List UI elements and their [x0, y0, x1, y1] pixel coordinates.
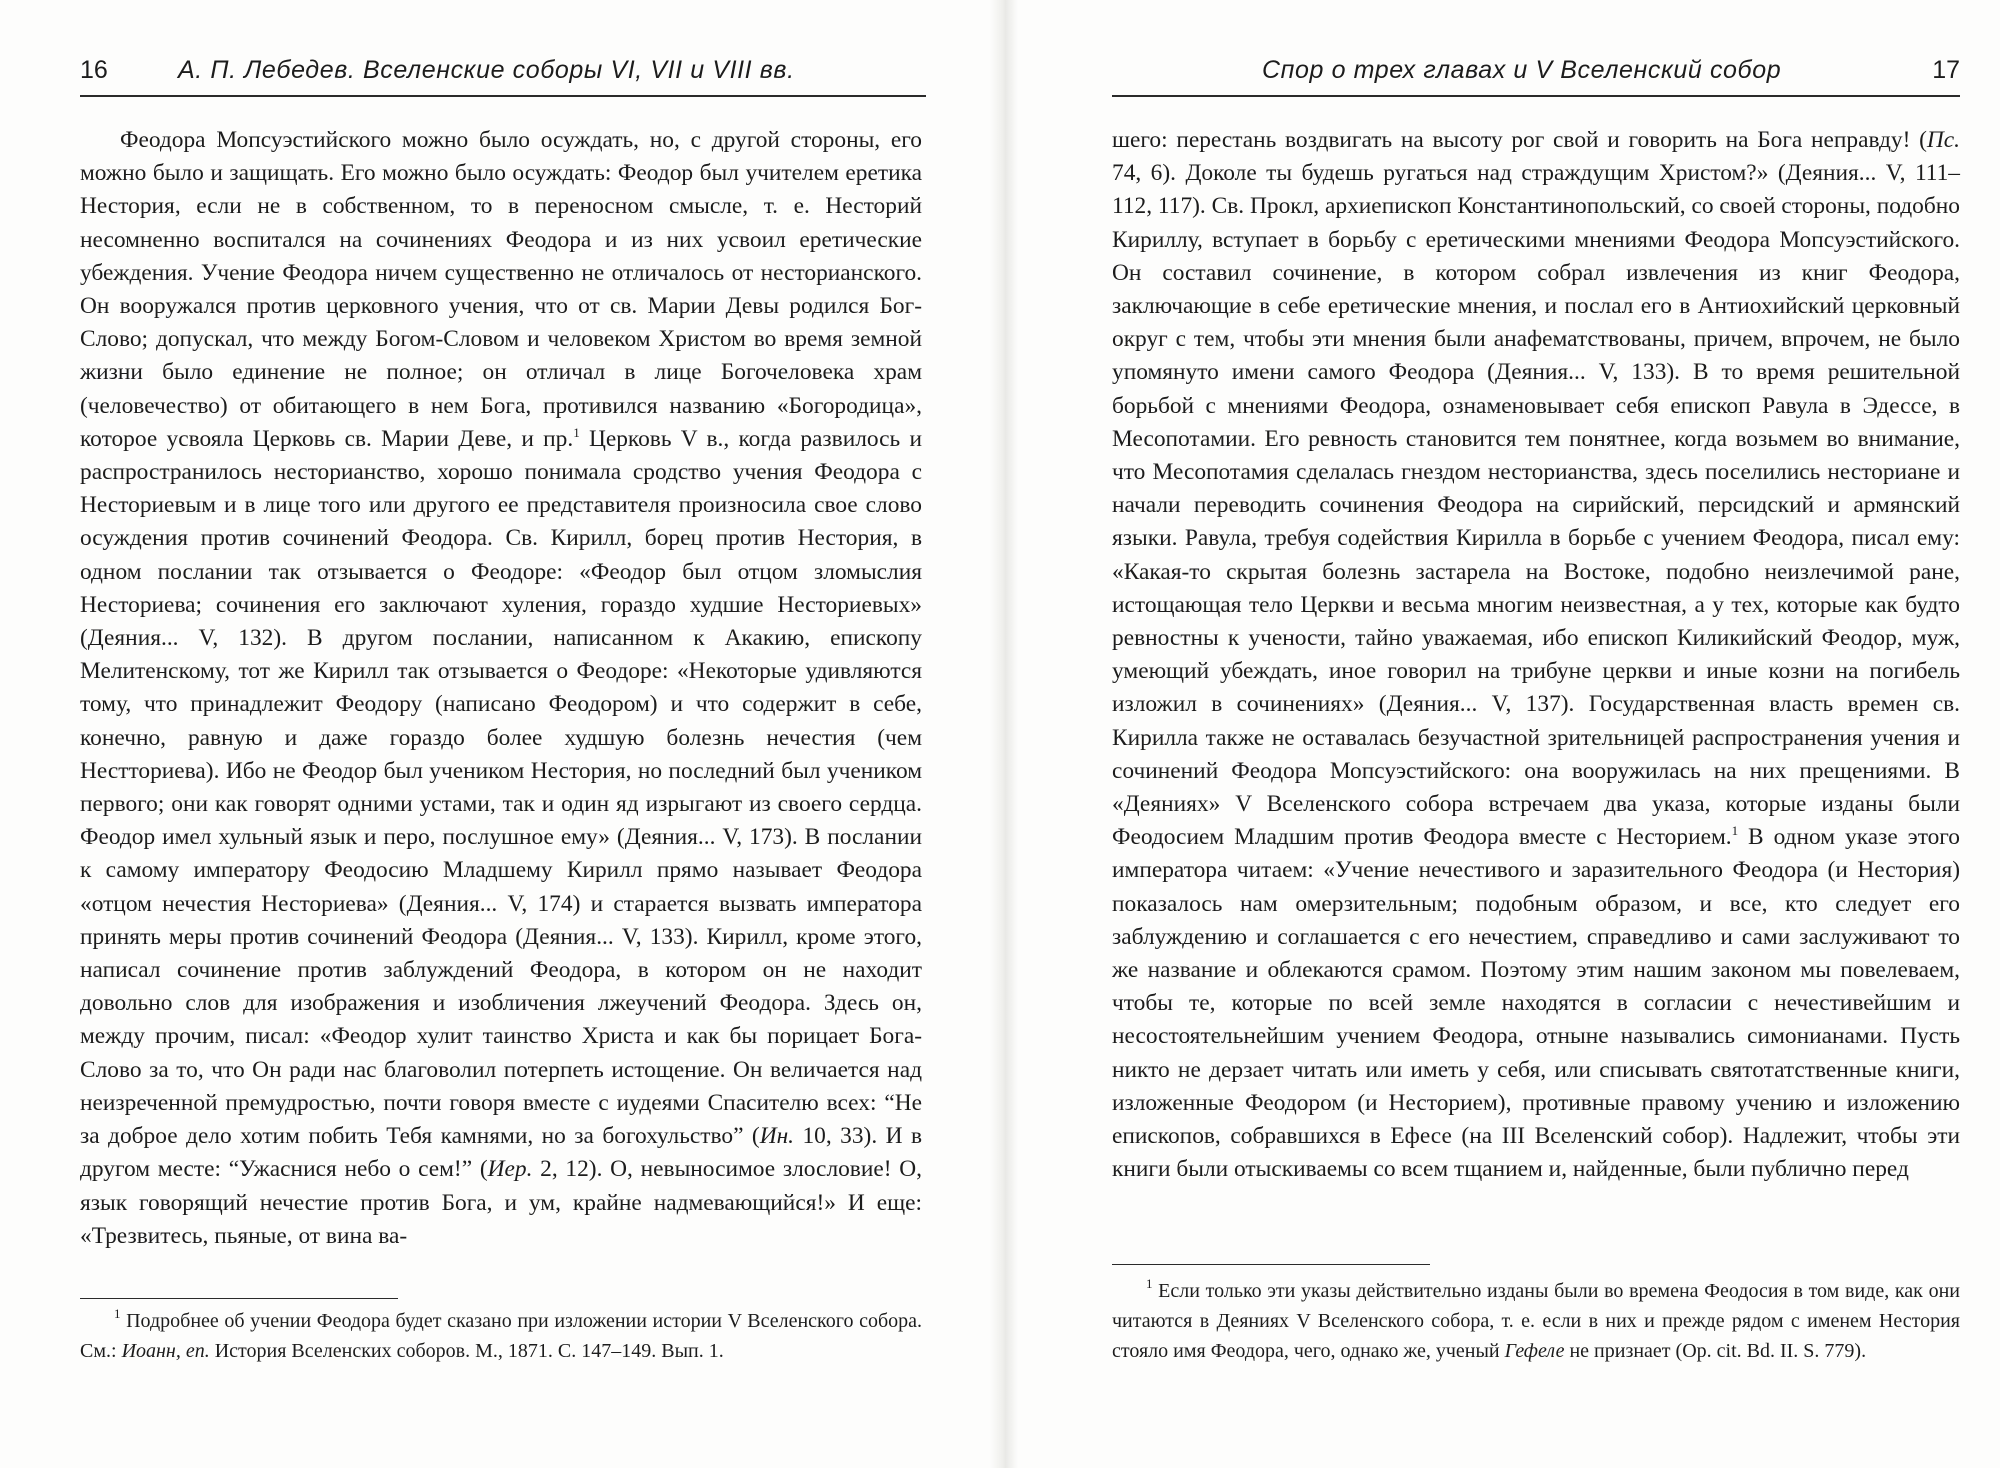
- right-text-run-3: В одном указе этого императора читаем: «Учение нечестивого и заразительного Феодора (и Нестория) показалось нам омерзительным; подобным образом, и все, кто следует его заблуждению и соглашается с его нечестием, справедливо и сами заслуживают то же название и облекаются срамом. Поэтому этим нашим законом мы повелеваем, чтобы те, которые по всей земле находятся в согласии с нечестивейшим и несостоятельнейшим учением Феодора, отныне назывались симонианами. Пусть никто не дерзает читать или иметь у себя, или списывать святотатственные книги, изложенные Феодором (и Несторием), противные правому учению и изложению епископов, собравшихся в Ефесе (на III Вселенский собор). Надлежит, чтобы эти книги были отыскиваемы со всем тщанием и, найденные, были публично перед: [1112, 824, 1961, 1183]
- right-footnote-author: Гефеле: [1504, 1340, 1565, 1362]
- left-footnote-text-1: Подробнее об учении Феодора будет сказано при изложении истории V Вселенского собора. См.:: [80, 1310, 922, 1362]
- left-footnote-mark: 1: [114, 1306, 121, 1321]
- left-text-run-2: Церковь V в., когда развилось и распространилось несторианство, хорошо понимала сродство учения Феодора с Несториевым и в лице того или другого ее представителя произносила свое слово осуждения против сочинений Феодора. Св. Кирилл, борец против Нестория, в одном послании так отзывается о Феодоре: «Феодор был отцом зломыслия Несториева; сочинения его заключают хуления, гораздо худшие Несториевых» (Деяния... V, 132). В другом послании, написанном к Акакию, епископу Мелитенскому, тот же Кирилл так отзывается о Феодоре: «Некоторые удивляются тому, что принадлежит Феодору (написано Феодором) и что содержит в себе, конечно, равную и даже гораздо более худшую болезнь нечестия (чем Нестториева). Ибо не Феодор был учеником Нестория, но последний был учеником первого; они как говорят одними устами, так и один яд изрыгают из своего сердца. Феодор имел хульный язык и перо, послушное ему» (Деяния... V, 173). В послании к самому императору Феодосию Младшему Кирилл прямо называет Феодора «отцом нечестия Несториева» (Деяния... V, 174) и старается вызвать императора принять меры против сочинений Феодора (Деяния... V, 133). Кирилл, кроме этого, написал сочинение против заблуждений Феодора, в котором он не находит довольно слов для изображения и изобличения лжеучений Феодора. Здесь он, между прочим, писал: «Феодор хулит таинство Христа и как бы порицает Бога-Слово за то, что Он ради нас благоволил потерпеть истощение. Он величается над неизреченной премудростью, почти говоря вместе с иудеями Спасителю всех: “Не за доброе дело хотим побить Тебя камнями, но за богохульство” (: [80, 425, 923, 1150]
- left-running-title: А. П. Лебедев. Вселенские соборы VI, VII и VIII вв.: [178, 56, 795, 84]
- right-text-run-2: 74, 6). Доколе ты будешь ругаться над страждущим Христом?» (Деяния... V, 111–112, 117). Св. Прокл, архиепископ Константинопольский, со своей стороны, подобно Кириллу, вступает в борьбу с еретическими мнениями Феодора Мопсуэстийского. Он составил сочинение, в котором собрал извлечения из книг Феодора, заключающие в себе еретические мнения, и послал его в Антиохийский церковный округ с тем, чтобы эти мнения были анафематствованы, причем, впрочем, не было упомянуто имени самого Феодора (Деяния... V, 133). В то время решительной борьбой с мнениями Феодора, ознаменовывает себя епископ Равула в Эдессе, в Месопотамии. Его ревность становится тем понятнее, когда возьмем во внимание, что Месопотамия сделалась гнездом несторианства, здесь поселились несториане и начали переводить сочинения Феодора на сирийский, персидский и армянский языки. Равула, требуя содействия Кирилла в борьбе с учением Феодора, писал ему: «Какая-то скрытая болезнь застарела на Востоке, подобно неизлечимой ране, истощающая тело Церкви и весьма многим неизвестная, а у тех, которые как будто ревностны к учености, тайно уважаемая, ибо епископ Киликийский Феодор, муж, умеющий убеждать, иное говорил на трибуне церкви и иные козни на погибель изложил в сочинениях» (Деяния... V, 137). Государственная власть времен св. Кирилла также не оставалась безучастной зрительницей распространения учения и сочинений Феодора Мопсуэстийского: она вооружилась на них прещениями. В «Деяниях» V Вселенского собора встречаем два указа, которые изданы были Феодосием Младшим против Феодора вместе с Несторием.: [1112, 160, 1960, 851]
- right-citation-1: Пс.: [1926, 127, 1960, 153]
- left-body-text: [80, 124, 922, 1253]
- left-footnote-text-2: История Вселенских соборов. М., 1871. С. 147–149. Вып. 1.: [209, 1340, 724, 1362]
- right-text-run-1: шего: перестань воздвигать на высоту рог свой и говорить на Бога неправду! (: [1112, 127, 1927, 153]
- left-citation-1: Ин.: [759, 1123, 795, 1150]
- right-header-rule: [1112, 95, 1960, 97]
- right-body-text: [1112, 124, 1960, 1187]
- left-text-run-1: Феодора Мопсуэстийского можно было осуждать, но, с другой стороны, его можно было и защищать. Его можно было осуждать: Феодор был учителем еретика Нестория, если не в собственном, то в переносном смысле, т. е. Несторий несомненно воспитался на сочинениях Феодора и из них усвоил еретические убеждения. Учение Феодора ничем существенно не отличалось от несторианского. Он вооружался против церковного учения, что от св. Марии Девы родился Бог-Слово; допускал, что между Богом-Словом и человеком Христом во время земной жизни было единение не полное; он отличал в лице Богочеловека храм (человечество) от обитающего в нем Бога, противился названию «Богородица», которое усвояла Церковь св. Марии Деве, и пр.: [80, 127, 922, 452]
- right-footnote: [1112, 1276, 1960, 1366]
- right-footnote-text-1: Если только эти указы действительно изданы были во времена Феодосия в том виде, как они читаются в Деяниях V Вселенского собора, т. е. если в них и прежде рядом с именем Нестория стояло имя Феодора, чего, однако же, ученый: [1112, 1280, 1960, 1362]
- left-paragraph: [80, 124, 922, 1253]
- right-running-header: [1112, 52, 1960, 92]
- left-running-header: [80, 52, 926, 92]
- right-page: [1000, 0, 2000, 1468]
- left-footnote-ref: 1: [573, 424, 580, 440]
- left-footnote-author: Иоанн, еп.: [121, 1340, 210, 1362]
- left-text-run-4: 2, 12). О, невыносимое злословие! О, язык говорящий нечестие против Бога, и ум, крайне надмевающийся!» И еще: «Трезвитесь, пьяные, от вина ва-: [80, 1156, 922, 1249]
- left-page-number: 16: [80, 56, 108, 84]
- left-footnote-rule: [80, 1298, 398, 1299]
- left-footnote: [80, 1306, 922, 1366]
- right-footnote-rule: [1112, 1264, 1430, 1265]
- right-running-title: Спор о трех главах и V Вселенский собор: [1262, 56, 1782, 84]
- right-footnote-mark: 1: [1146, 1276, 1153, 1291]
- right-page-number: 17: [1932, 56, 1960, 84]
- right-footnote-ref: 1: [1731, 823, 1739, 839]
- right-footnote-text-2: не признает (Op. cit. Bd. II. S. 779).: [1564, 1340, 1867, 1362]
- right-paragraph: [1112, 124, 1960, 1187]
- left-text-run-3: 10, 33). И в другом месте: “Ужаснися небо о сем!” (: [80, 1123, 922, 1183]
- left-header-rule: [80, 95, 926, 97]
- left-citation-2: Иер.: [487, 1156, 533, 1183]
